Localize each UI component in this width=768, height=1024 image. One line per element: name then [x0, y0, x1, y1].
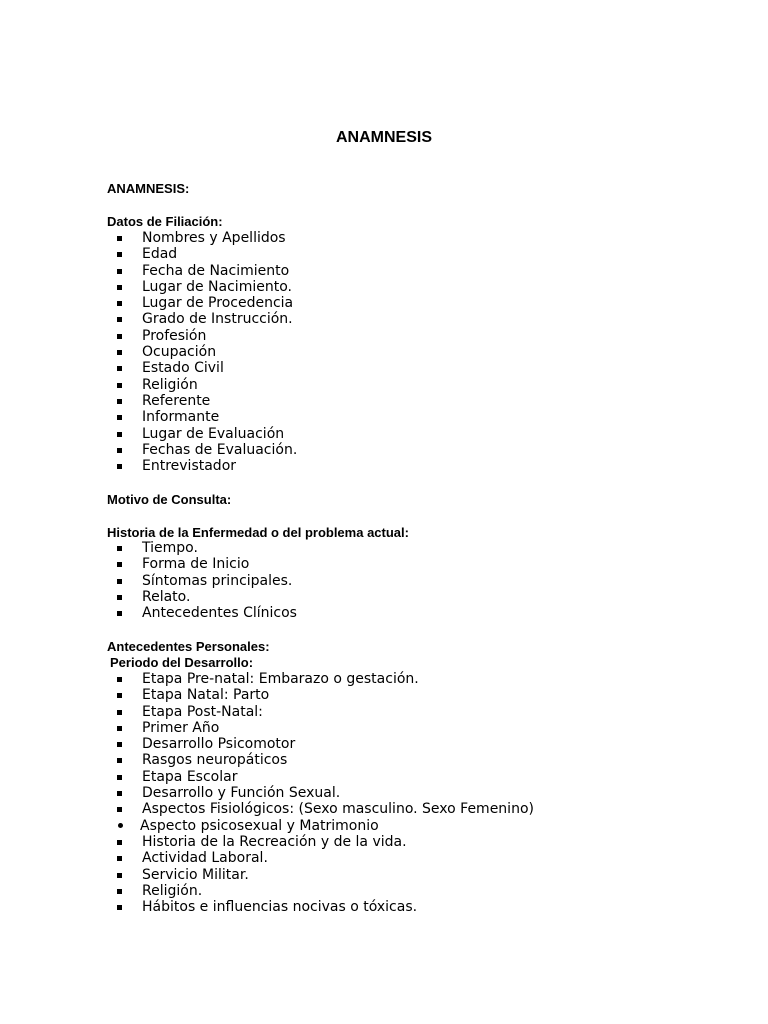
square-bullet-icon	[117, 269, 122, 274]
square-bullet-icon	[117, 415, 122, 420]
round-bullet-icon	[118, 823, 123, 828]
square-bullet-icon	[117, 807, 122, 812]
square-bullet-icon	[117, 856, 122, 861]
square-bullet-icon	[117, 791, 122, 796]
square-bullet-icon	[117, 562, 122, 567]
square-bullet-icon	[117, 236, 122, 241]
document-page: ANAMNESIS ANAMNESIS: Datos de Filiación: Nombres y Apellidos Edad Fecha de Nacimiento Lugar de Nacimiento. Lugar de Procedencia Grado de Instrucción. Profesión Ocupación Estado Civil Religión Referente Informante Lugar de Evaluación Fechas de Evaluación. Entrevistador Motivo de Consulta: Historia de la Enfermedad o del problema actual: Tiempo. Forma de Inicio Síntomas principales. Relato. Antecedentes Clínicos Antecedentes Personales: Periodo del Desarrollo: Etapa Pre-natal: Embarazo o gestación. Etapa Natal: Parto Etapa Post-Natal: Primer Año Desarrollo Psicomotor Rasgos neuropáticos Etapa Escolar Desarrollo y Función Sexual. Aspectos Fisiológicos: (Sexo masculino. Sexo Femenino) Aspecto psicosexual y Matrimonio Historia de la Recreación y de la vida. Actividad Laboral. Servicio Militar. Religión. Hábitos e influencias nocivas o tóxicas.	[0, 0, 768, 1024]
square-bullet-icon	[117, 710, 122, 715]
square-bullet-icon	[117, 595, 122, 600]
section-label: ANAMNESIS:	[107, 181, 190, 196]
square-bullet-icon	[117, 464, 122, 469]
square-bullet-icon	[117, 546, 122, 551]
square-bullet-icon	[117, 317, 122, 322]
square-bullet-icon	[117, 579, 122, 584]
square-bullet-icon	[117, 889, 122, 894]
square-bullet-icon	[117, 448, 122, 453]
square-bullet-icon	[117, 366, 122, 371]
square-bullet-icon	[117, 611, 122, 616]
square-bullet-icon	[117, 758, 122, 763]
filiacion-heading: Datos de Filiación:	[107, 214, 223, 229]
square-bullet-icon	[117, 726, 122, 731]
square-bullet-icon	[117, 742, 122, 747]
square-bullet-icon	[117, 840, 122, 845]
historia-heading: Historia de la Enfermedad o del problema actual:	[107, 525, 409, 540]
square-bullet-icon	[117, 775, 122, 780]
square-bullet-icon	[117, 873, 122, 878]
motivo-heading: Motivo de Consulta:	[107, 492, 232, 507]
square-bullet-icon	[117, 905, 122, 910]
square-bullet-icon	[117, 285, 122, 290]
square-bullet-icon	[117, 399, 122, 404]
square-bullet-icon	[117, 677, 122, 682]
square-bullet-icon	[117, 252, 122, 257]
square-bullet-icon	[117, 432, 122, 437]
square-bullet-icon	[117, 350, 122, 355]
square-bullet-icon	[117, 383, 122, 388]
desarrollo-subheading: Periodo del Desarrollo:	[110, 655, 254, 670]
square-bullet-icon	[117, 301, 122, 306]
square-bullet-icon	[117, 334, 122, 339]
square-bullet-icon	[117, 693, 122, 698]
antecedentes-heading: Antecedentes Personales:	[107, 639, 270, 654]
document-title: ANAMNESIS	[335, 129, 432, 146]
